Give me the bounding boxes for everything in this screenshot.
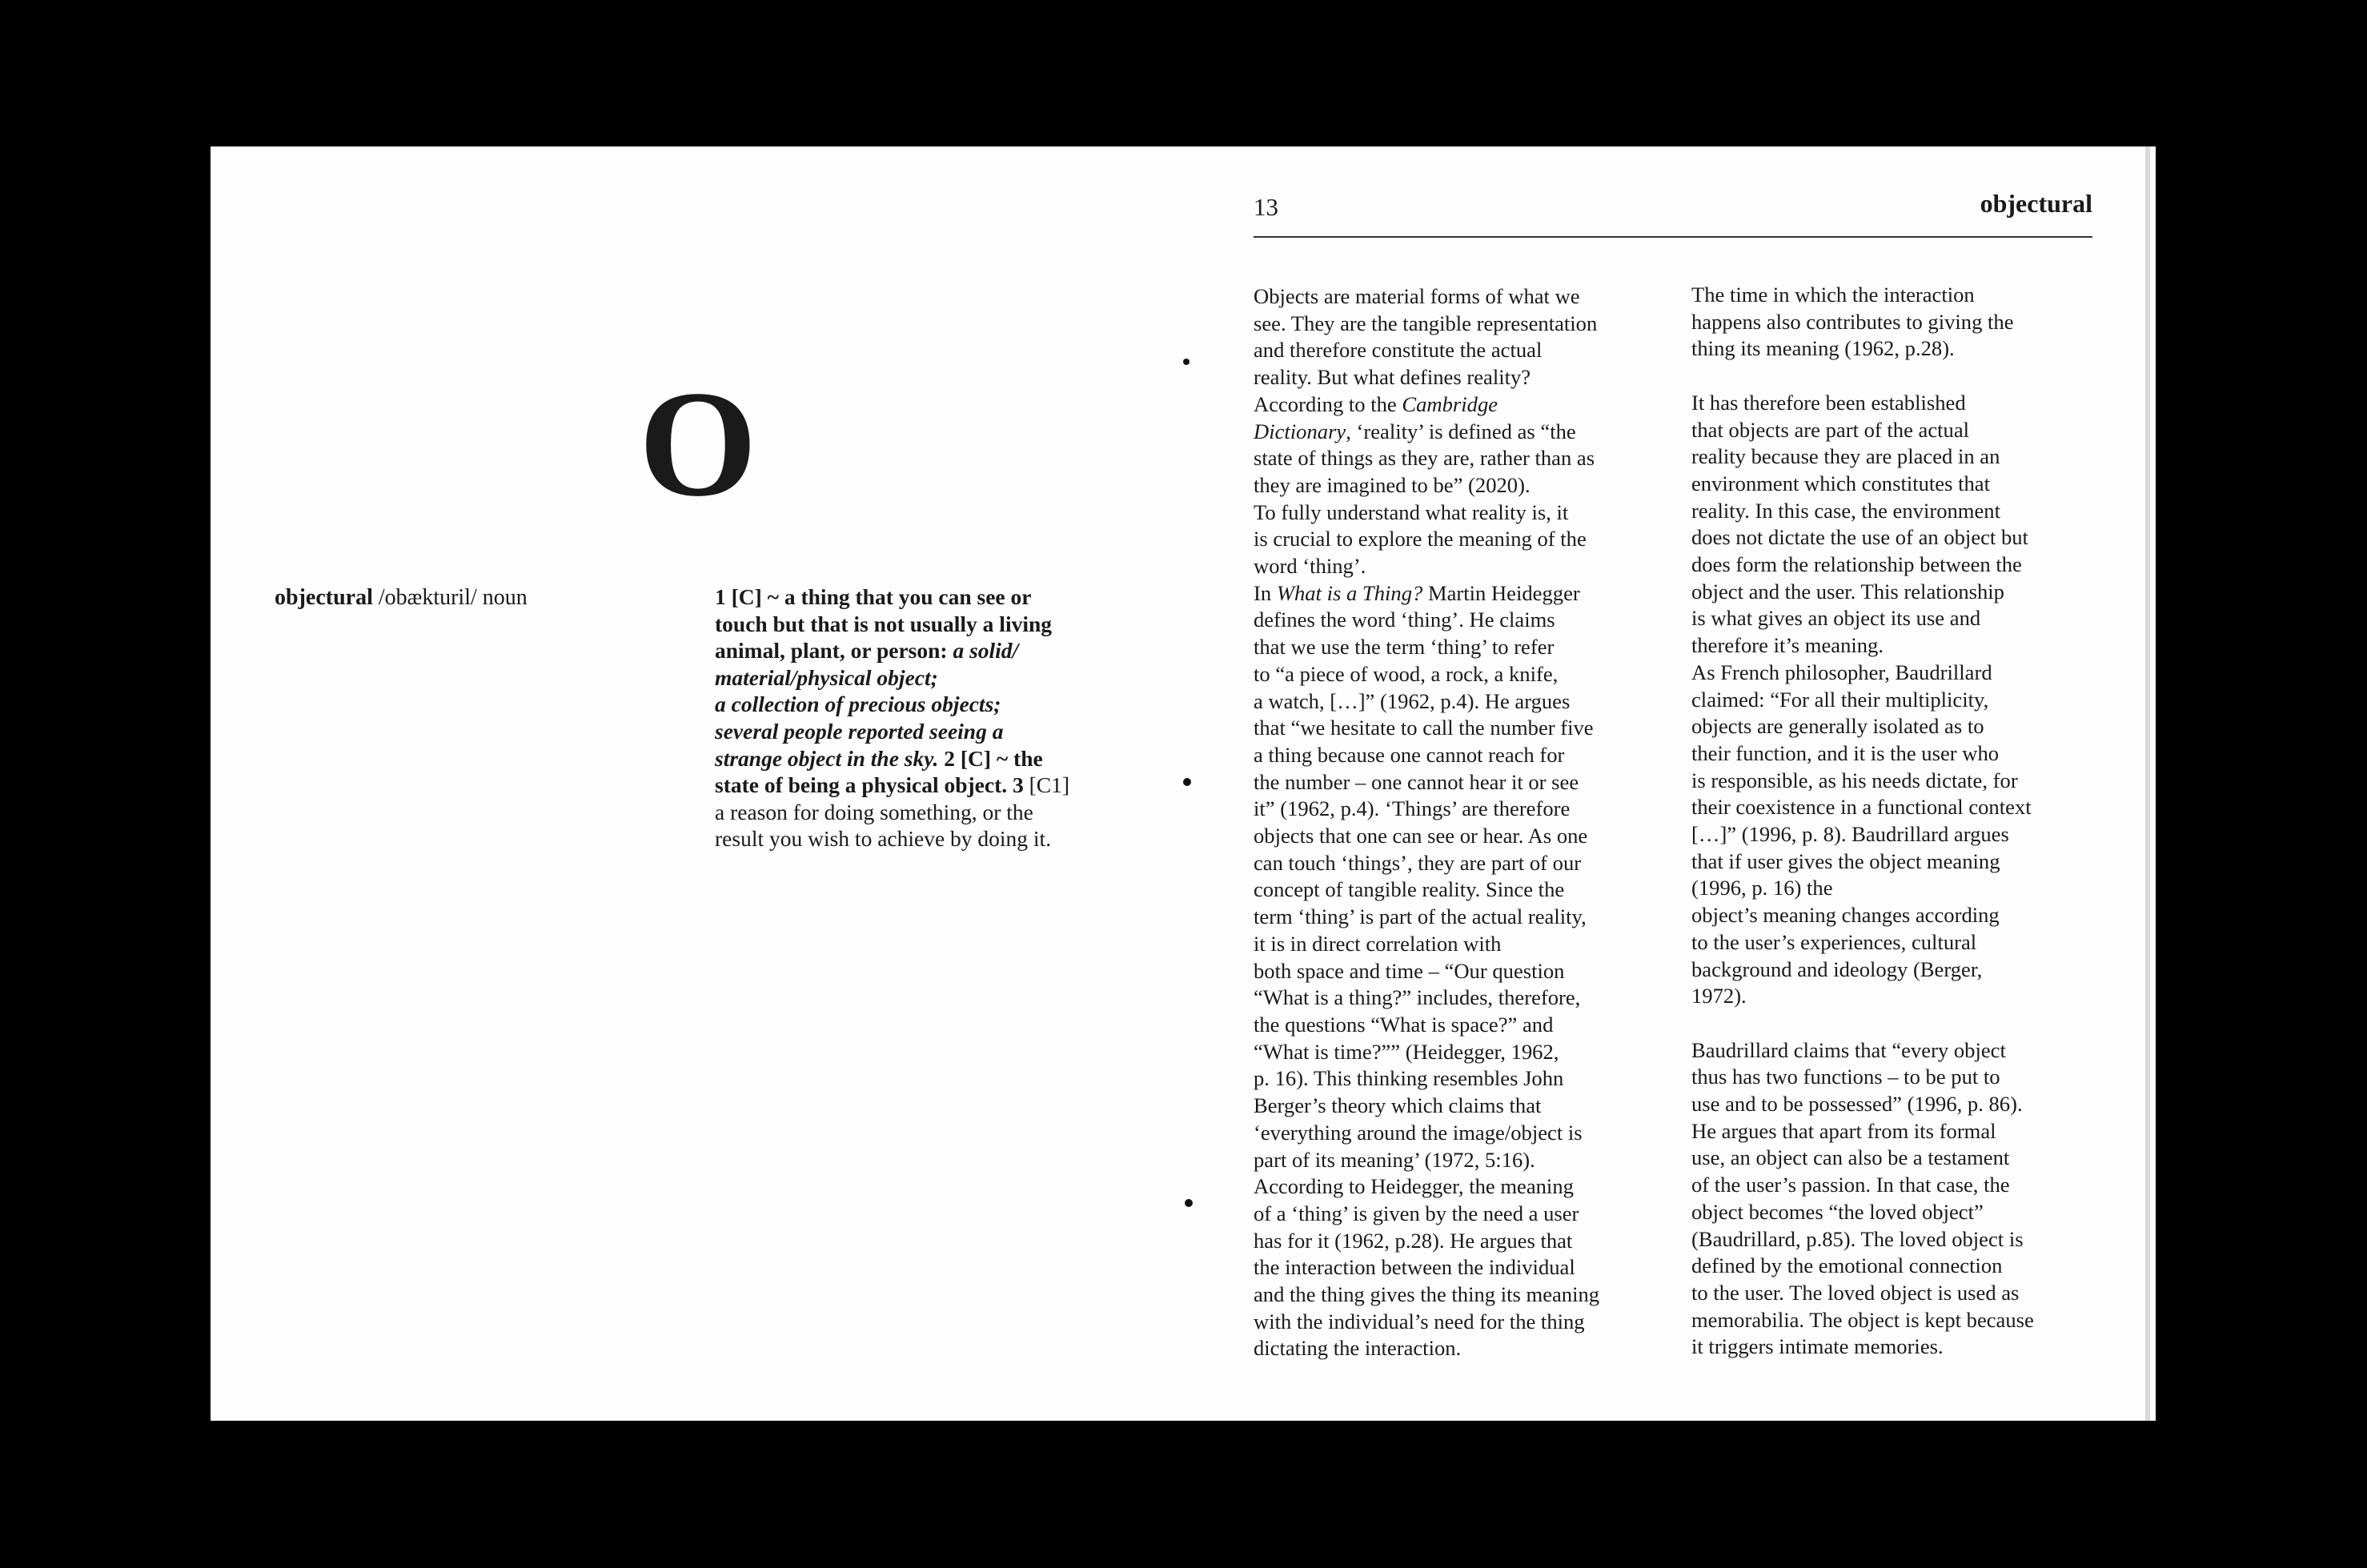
section-initial: O — [639, 360, 757, 528]
text-line: object becomes “the loved object” — [1691, 1199, 1984, 1224]
text-line: memorabilia. The object is kept because — [1691, 1307, 2034, 1332]
speck — [1183, 778, 1191, 786]
text-line: As French philosopher, Baudrillard — [1691, 660, 1992, 684]
text-line: reality. But what defines reality? — [1254, 365, 1531, 390]
text-column-1 — [1254, 283, 1670, 1362]
def-line: animal, plant, or person: — [715, 638, 953, 664]
text-line: In What is a Thing? Martin Heidegger — [1254, 580, 1580, 605]
def-line: touch but that is not usually a living — [715, 611, 1053, 636]
text-line: both space and time – “Our question — [1254, 958, 1565, 983]
def-line: result you wish to achieve by doing it. — [715, 826, 1052, 852]
text-line: has for it (1962, p.28). He argues that — [1254, 1228, 1573, 1253]
text-line: background and ideology (Berger, — [1691, 956, 1983, 981]
text-line: is what gives an object its use and — [1691, 606, 1981, 631]
text-line: the number – one cannot hear it or see — [1254, 769, 1579, 794]
page-edge — [2145, 146, 2150, 1421]
text-line: is crucial to explore the meaning of the — [1254, 527, 1587, 551]
text-line: they are imagined to be” (2020). — [1254, 472, 1531, 497]
text-line: The time in which the interaction — [1691, 283, 1975, 307]
text-line: 1972). — [1691, 984, 1747, 1009]
text-line: claimed: “For all their multiplicity, — [1691, 687, 1989, 712]
text-line: environment which constitutes that — [1691, 471, 1990, 495]
text-line: Baudrillard claims that “every object — [1691, 1037, 2006, 1062]
text-line: state of things as they are, rather than as — [1254, 446, 1595, 471]
def-line: a reason for doing something, or the — [715, 799, 1033, 824]
def-line: state of being a physical object. 3 — [715, 772, 1024, 798]
text-line: thus has two functions – to be put to — [1691, 1065, 2000, 1089]
def-example: several people reported seeing a — [715, 718, 1004, 744]
text-line: p. 16). This thinking resembles John — [1254, 1066, 1564, 1091]
text-line: the questions “What is space?” and — [1254, 1012, 1554, 1037]
text-line: their coexistence in a functional context — [1691, 795, 2032, 820]
text-line: of the user’s passion. In that case, the — [1691, 1173, 2010, 1197]
text-line: […]” (1996, p. 8). Baudrillard argues — [1691, 822, 2009, 847]
text-line: to the user. The loved object is used as — [1691, 1280, 2020, 1305]
text-line: a watch, […]” (1962, p.4). He argues — [1254, 688, 1571, 713]
text-line: that if user gives the object meaning — [1691, 848, 2000, 873]
speck — [1183, 359, 1190, 365]
text-line: use, an object can also be a testament — [1691, 1145, 2010, 1170]
text-line: object and the user. This relationship — [1691, 579, 2004, 604]
text-line: thing its meaning (1962, p.28). — [1691, 336, 1955, 361]
text-line: reality. In this case, the environment — [1691, 498, 2000, 523]
pronunciation: /obækturil/ noun — [378, 585, 528, 610]
text-line: objects are generally isolated as to — [1691, 714, 1984, 739]
text-line: see. They are the tangible representation — [1254, 311, 1598, 335]
text-line: it” (1962, p.4). ‘Things’ are therefore — [1254, 796, 1571, 821]
text-line: objects that one can see or hear. As one — [1254, 824, 1588, 848]
def-line: 2 [C] ~ the — [938, 745, 1043, 771]
text-line: Dictionary, ‘reality’ is defined as “the — [1254, 419, 1576, 443]
text-line: Berger’s theory which claims that — [1254, 1093, 1542, 1118]
text-line: can touch ‘things’, they are part of our — [1254, 850, 1582, 875]
text-line: it is in direct correlation with — [1254, 931, 1502, 956]
text-line: According to the Cambridge — [1254, 391, 1498, 416]
text-line: the interaction between the individual — [1254, 1255, 1575, 1280]
text-line: their function, and it is the user who — [1691, 740, 2000, 765]
text-line: “What is a thing?” includes, therefore, — [1254, 985, 1581, 1010]
text-line: According to Heidegger, the meaning — [1254, 1174, 1574, 1199]
running-head: objectural — [1980, 189, 2092, 218]
text-line: that “we hesitate to call the number five — [1254, 716, 1594, 740]
speck — [1185, 1199, 1193, 1207]
text-line: to the user’s experiences, cultural — [1691, 929, 1977, 954]
text-line: defined by the emotional connection — [1691, 1253, 2003, 1278]
text-line: therefore it’s meaning. — [1691, 633, 1884, 658]
def-example: material/physical object; — [715, 664, 938, 690]
text-line: (1996, p. 16) the — [1691, 876, 1833, 900]
def-example: a solid/ — [953, 638, 1019, 664]
paragraph-gap — [1691, 363, 2108, 390]
def-line: 1 [C] ~ a thing that you can see or — [715, 584, 1032, 609]
text-line: does not dictate the use of an object but — [1691, 525, 2028, 550]
text-line: defines the word ‘thing’. He claims — [1254, 608, 1555, 632]
text-column-2 — [1691, 282, 2108, 1361]
text-line: to “a piece of wood, a rock, a knife, — [1254, 661, 1559, 686]
text-line: Objects are material forms of what we — [1254, 284, 1580, 308]
text-line: To fully understand what reality is, it — [1254, 499, 1569, 524]
text-line: reality because they are placed in an — [1691, 444, 2000, 469]
text-line: does form the relationship between the — [1691, 552, 2022, 577]
header-rule — [1254, 236, 2092, 238]
text-line: term ‘thing’ is part of the actual reality, — [1254, 904, 1587, 929]
text-line: is responsible, as his needs dictate, for — [1691, 768, 2018, 792]
paragraph-gap — [1691, 1010, 2108, 1037]
text-line: dictating the interaction. — [1254, 1336, 1462, 1361]
text-line: “What is time?”” (Heidegger, 1962, — [1254, 1039, 1559, 1064]
def-line: [C1] — [1023, 772, 1070, 798]
text-line: a thing because one cannot reach for — [1254, 742, 1565, 767]
text-line: happens also contributes to giving the — [1691, 309, 2014, 334]
definition — [715, 583, 1131, 852]
text-line: concept of tangible reality. Since the — [1254, 877, 1565, 902]
text-line: and the thing gives the thing its meaning — [1254, 1282, 1600, 1307]
dictionary-entry — [275, 584, 528, 612]
headword: objectural — [275, 585, 373, 610]
text-line: object’s meaning changes according — [1691, 903, 2000, 928]
text-line: It has therefore been established — [1691, 390, 1966, 415]
text-line: part of its meaning’ (1972, 5:16). — [1254, 1147, 1535, 1172]
text-line: use and to be possessed” (1996, p. 86). — [1691, 1092, 2023, 1117]
text-line: with the individual’s need for the thing — [1254, 1309, 1585, 1333]
text-line: that objects are part of the actual — [1691, 417, 1970, 442]
def-example: a collection of precious objects; — [715, 692, 1001, 717]
text-line: of a ‘thing’ is given by the need a user — [1254, 1201, 1579, 1225]
page-number: 13 — [1254, 193, 1278, 221]
text-line: and therefore constitute the actual — [1254, 338, 1543, 363]
text-line: ‘everything around the image/object is — [1254, 1120, 1583, 1145]
text-line: that we use the term ‘thing’ to refer — [1254, 635, 1555, 660]
text-line: word ‘thing’. — [1254, 554, 1366, 579]
def-example: strange object in the sky. — [715, 745, 939, 771]
text-line: He argues that apart from its formal — [1691, 1118, 1996, 1143]
text-line: it triggers intimate memories. — [1691, 1334, 1944, 1359]
text-line: (Baudrillard, p.85). The loved object is — [1691, 1226, 2024, 1251]
